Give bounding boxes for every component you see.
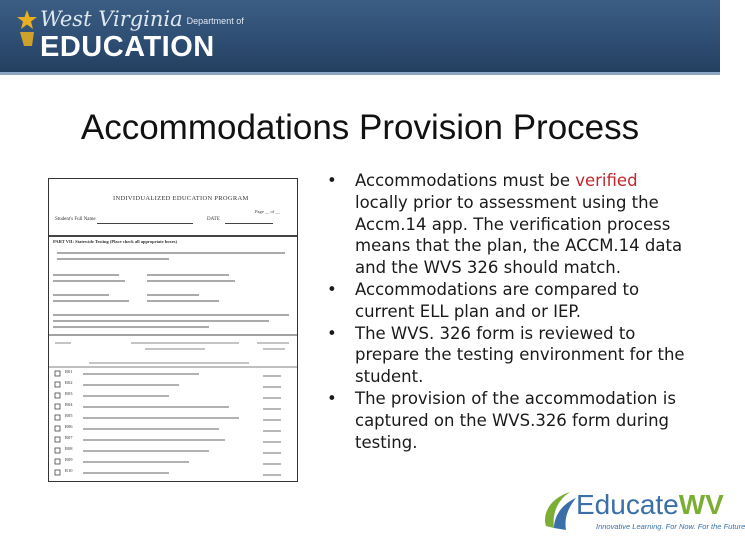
slide-header — [0, 0, 720, 72]
brand-name: EducateWV — [576, 489, 724, 520]
org-education-wordmark: EDUCATION — [40, 31, 215, 63]
form-code: R01 — [65, 369, 73, 374]
org-subtitle: Department of — [186, 15, 244, 26]
brand-tagline: Innovative Learning. For Now. For the Future — [596, 522, 745, 531]
org-name: West Virginia Department of — [40, 7, 244, 31]
form-code: R02 — [65, 380, 73, 385]
wv-state-logo-icon — [16, 8, 38, 48]
form-date-label: DATE — [207, 217, 220, 222]
form-code: R03 — [65, 391, 73, 396]
form-student-label: Student's Full Name — [55, 217, 96, 222]
educatewv-logo — [540, 488, 745, 534]
form-code: R05 — [65, 413, 73, 418]
bullet-item: • Accommodations must be verified locally prior to assessment using the Accm.14 app. The verification process means that the plan, the ACCM.14 data and the WVS 326 should match. — [327, 171, 683, 278]
form-code: R10 — [65, 468, 73, 473]
bullet-list — [324, 170, 694, 453]
bullet-dot: • — [327, 279, 337, 299]
header-divider — [0, 72, 720, 75]
bullet-dot: • — [327, 323, 337, 343]
swoosh-icon — [540, 488, 580, 532]
form-code: R06 — [65, 424, 73, 429]
form-code: R09 — [65, 457, 73, 462]
bullet-item: • The WVS. 326 form is reviewed to prepare the testing environment for the student. — [327, 323, 685, 387]
form-code: R08 — [65, 446, 73, 451]
form-part-label: PART VII: Statewide Testing (Place check all appropriate boxes) — [53, 239, 178, 244]
form-page-label: Page __ of __ — [255, 209, 280, 214]
iep-form-image — [48, 178, 298, 482]
bullet-dot: • — [327, 388, 337, 408]
form-code: R07 — [65, 435, 73, 440]
bullet-item: • The provision of the accommodation is captured on the WVS.326 form during testing. — [327, 388, 676, 452]
form-body-scribble — [49, 241, 297, 481]
highlight-word: verified — [575, 171, 638, 190]
form-title: INDIVIDUALIZED EDUCATION PROGRAM — [113, 195, 249, 202]
bullet-dot: • — [327, 171, 337, 190]
form-code: R04 — [65, 402, 73, 407]
bullet-item: • Accommodations are compared to current ELL plan and or IEP. — [327, 279, 640, 321]
slide-title: Accommodations Provision Process — [80, 108, 640, 147]
